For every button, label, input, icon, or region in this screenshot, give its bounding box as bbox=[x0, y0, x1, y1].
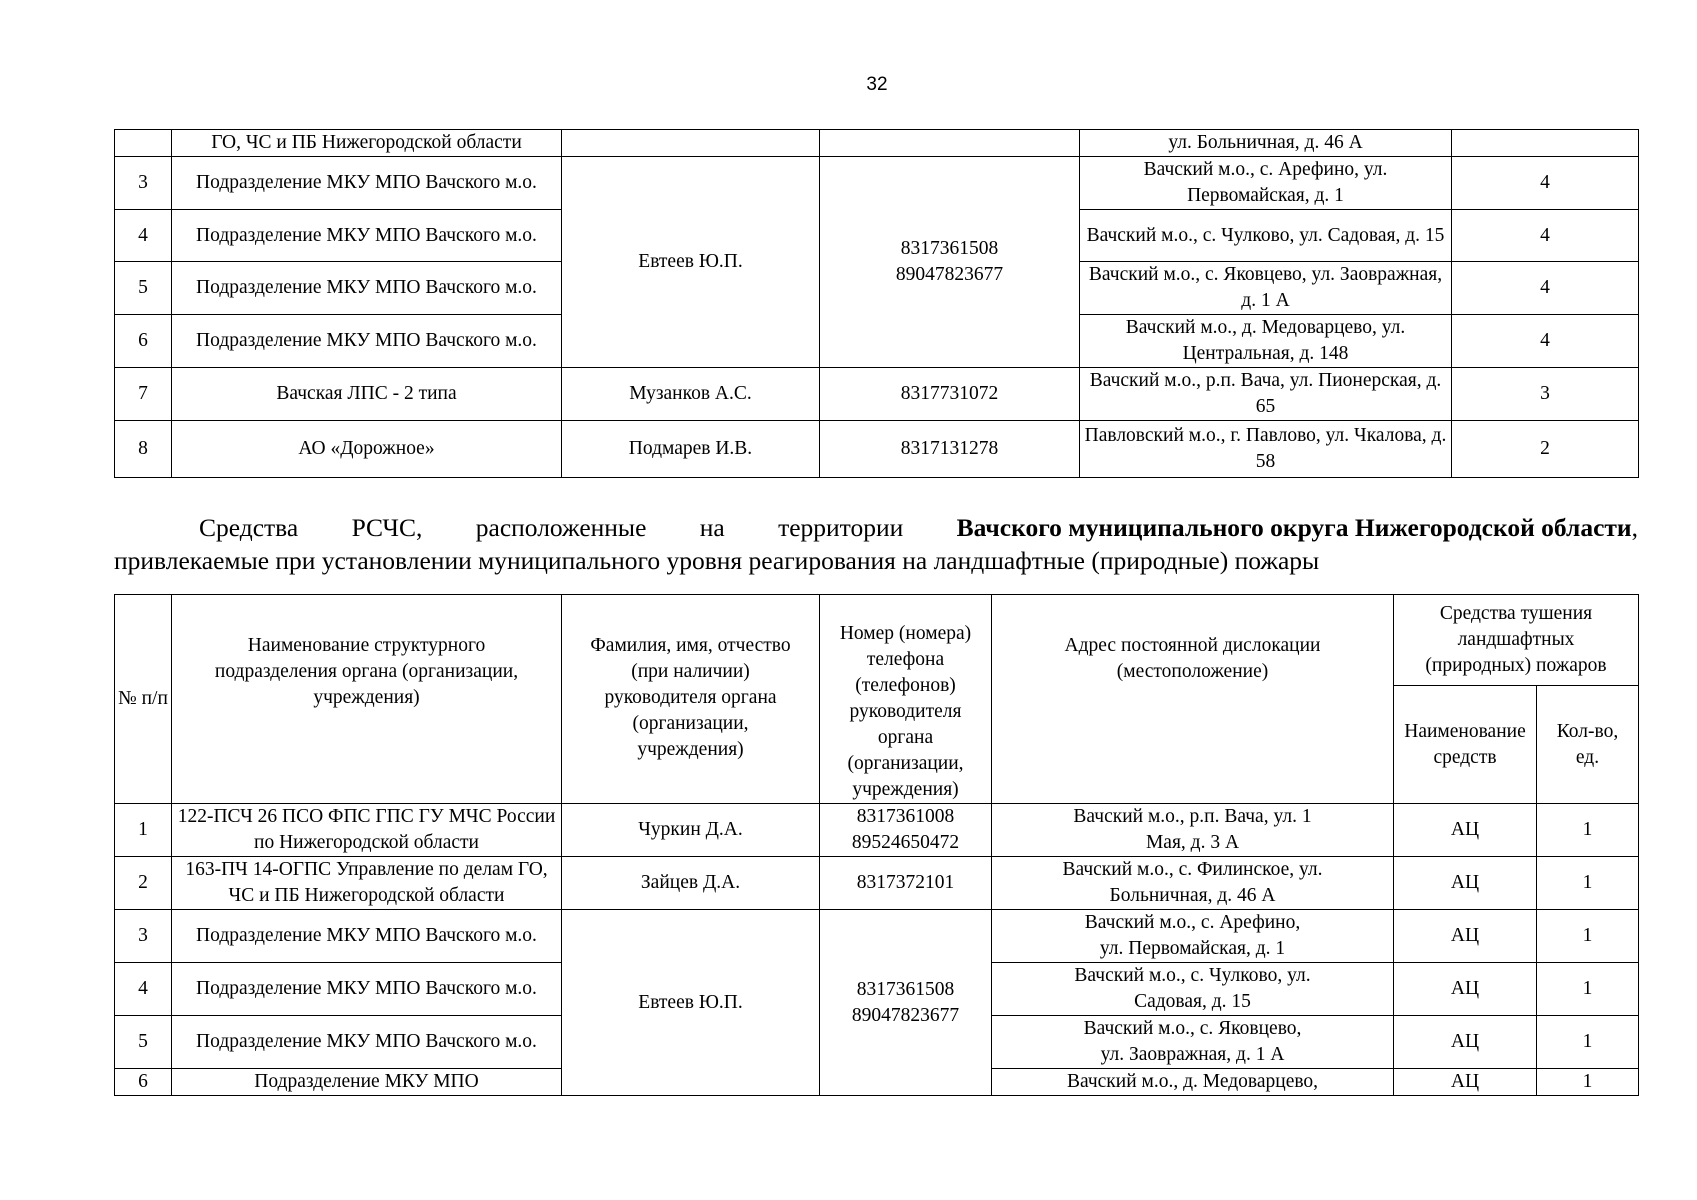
row-number: 3 bbox=[115, 157, 172, 210]
header-means-count: Кол-во, ед. bbox=[1537, 686, 1639, 804]
row-number: 4 bbox=[115, 963, 172, 1016]
heading-word: расположенные bbox=[475, 513, 647, 542]
unit-name: Подразделение МКУ МПО Вачского м.о. bbox=[172, 262, 562, 315]
phone: 8317361508 89047823677 bbox=[820, 157, 1080, 368]
unit-name: 122-ПСЧ 26 ПСО ФПС ГПС ГУ МЧС России по Нижегородской области bbox=[172, 804, 562, 857]
row-number: 8 bbox=[115, 421, 172, 478]
means-count: 1 bbox=[1537, 910, 1639, 963]
address: Вачский м.о., с. Яковцево, ул. Заовражная, д. 1 А bbox=[1080, 262, 1452, 315]
heading-word: РСЧС, bbox=[351, 513, 423, 542]
header-phone: Номер (номера) телефона (телефонов) руководителя органа (организации, учреждения) bbox=[820, 595, 992, 804]
unit-name: Подразделение МКУ МПО Вачского м.о. bbox=[172, 210, 562, 262]
head-name bbox=[562, 130, 820, 157]
table-row bbox=[115, 368, 1639, 421]
continuation-table bbox=[114, 129, 1639, 478]
table-row bbox=[115, 857, 1639, 910]
means-count: 1 bbox=[1537, 804, 1639, 857]
unit-name: Подразделение МКУ МПО Вачского м.о. bbox=[172, 315, 562, 368]
phone: 8317131278 bbox=[820, 421, 1080, 478]
address: Вачский м.о., д. Медоварцево, bbox=[992, 1069, 1394, 1096]
row-number: 6 bbox=[115, 1069, 172, 1096]
count: 3 bbox=[1452, 368, 1639, 421]
heading-word: на bbox=[699, 513, 725, 542]
section-heading bbox=[114, 511, 1638, 577]
row-number: 2 bbox=[115, 857, 172, 910]
phone: 8317731072 bbox=[820, 368, 1080, 421]
header-means: Средства тушения ландшафтных (природных) пожаров bbox=[1394, 595, 1639, 686]
means-count: 1 bbox=[1537, 857, 1639, 910]
row-number: 7 bbox=[115, 368, 172, 421]
address: Вачский м.о., р.п. Вача, ул. Пионерская, д. 65 bbox=[1080, 368, 1452, 421]
heading-bold-wrap bbox=[957, 511, 1638, 544]
row-number: 5 bbox=[115, 262, 172, 315]
means-count: 1 bbox=[1537, 1069, 1639, 1096]
heading-word: территории bbox=[778, 513, 904, 542]
means-name: АЦ bbox=[1394, 857, 1537, 910]
address: Вачский м.о., р.п. Вача, ул. 1 Мая, д. 3 А bbox=[992, 804, 1394, 857]
unit-name: ГО, ЧС и ПБ Нижегородской области bbox=[172, 130, 562, 157]
heading-bold-text: Вачского муниципального округа Нижегородской области bbox=[956, 513, 1632, 542]
means-count: 1 bbox=[1537, 1016, 1639, 1069]
header-row bbox=[115, 595, 1639, 686]
resources-table bbox=[114, 594, 1639, 1096]
phone: 8317372101 bbox=[820, 857, 992, 910]
row-number: 6 bbox=[115, 315, 172, 368]
count: 4 bbox=[1452, 210, 1639, 262]
count: 4 bbox=[1452, 262, 1639, 315]
table-row bbox=[115, 157, 1639, 210]
address: ул. Больничная, д. 46 А bbox=[1080, 130, 1452, 157]
header-name: Наименование структурного подразделения органа (организации, учреждения) bbox=[172, 595, 562, 804]
row-number: 4 bbox=[115, 210, 172, 262]
row-number: 5 bbox=[115, 1016, 172, 1069]
head-name: Евтеев Ю.П. bbox=[562, 910, 820, 1096]
address: Вачский м.о., с. Яковцево, ул. Заовражная, д. 1 А bbox=[992, 1016, 1394, 1069]
means-name: АЦ bbox=[1394, 1016, 1537, 1069]
head-name: Зайцев Д.А. bbox=[562, 857, 820, 910]
row-number bbox=[115, 130, 172, 157]
address: Вачский м.о., д. Медоварцево, ул. Центральная, д. 148 bbox=[1080, 315, 1452, 368]
head-name: Евтеев Ю.П. bbox=[562, 157, 820, 368]
head-name: Чуркин Д.А. bbox=[562, 804, 820, 857]
unit-name: АО «Дорожное» bbox=[172, 421, 562, 478]
head-name: Музанков А.С. bbox=[562, 368, 820, 421]
table-row bbox=[115, 910, 1639, 963]
unit-name: Подразделение МКУ МПО Вачского м.о. bbox=[172, 1016, 562, 1069]
means-name: АЦ bbox=[1394, 963, 1537, 1016]
unit-name: Подразделение МКУ МПО Вачского м.о. bbox=[172, 157, 562, 210]
means-name: АЦ bbox=[1394, 804, 1537, 857]
address: Павловский м.о., г. Павлово, ул. Чкалова, д. 58 bbox=[1080, 421, 1452, 478]
heading-word: Средства bbox=[199, 513, 299, 542]
table-row bbox=[115, 804, 1639, 857]
row-number: 3 bbox=[115, 910, 172, 963]
header-num: № п/п bbox=[115, 595, 172, 804]
unit-name: 163-ПЧ 14-ОГПС Управление по делам ГО, ЧС и ПБ Нижегородской области bbox=[172, 857, 562, 910]
table-row bbox=[115, 421, 1639, 478]
heading-comma: , bbox=[1631, 513, 1638, 542]
address: Вачский м.о., с. Филинское, ул. Больничная, д. 46 А bbox=[992, 857, 1394, 910]
unit-name: Вачская ЛПС - 2 типа bbox=[172, 368, 562, 421]
means-count: 1 bbox=[1537, 963, 1639, 1016]
address: Вачский м.о., с. Чулково, ул. Садовая, д. 15 bbox=[1080, 210, 1452, 262]
count bbox=[1452, 130, 1639, 157]
count: 2 bbox=[1452, 421, 1639, 478]
phone: 8317361508 89047823677 bbox=[820, 910, 992, 1096]
means-name: АЦ bbox=[1394, 910, 1537, 963]
head-name: Подмарев И.В. bbox=[562, 421, 820, 478]
header-head: Фамилия, имя, отчество (при наличии) руководителя органа (организации, учреждения) bbox=[562, 595, 820, 804]
phone: 8317361008 89524650472 bbox=[820, 804, 992, 857]
means-name: АЦ bbox=[1394, 1069, 1537, 1096]
heading-line-2: привлекаемые при установлении муниципального уровня реагирования на ландшафтные (природные) пожары bbox=[114, 546, 1320, 575]
header-address: Адрес постоянной дислокации (местоположение) bbox=[992, 595, 1394, 804]
heading-line-1 bbox=[114, 511, 1638, 544]
count: 4 bbox=[1452, 315, 1639, 368]
header-means-name: Наименование средств bbox=[1394, 686, 1537, 804]
unit-name: Подразделение МКУ МПО Вачского м.о. bbox=[172, 910, 562, 963]
count: 4 bbox=[1452, 157, 1639, 210]
unit-name: Подразделение МКУ МПО bbox=[172, 1069, 562, 1096]
table-row bbox=[115, 130, 1639, 157]
unit-name: Подразделение МКУ МПО Вачского м.о. bbox=[172, 963, 562, 1016]
address: Вачский м.о., с. Арефино, ул. Первомайская, д. 1 bbox=[1080, 157, 1452, 210]
address: Вачский м.о., с. Арефино, ул. Первомайская, д. 1 bbox=[992, 910, 1394, 963]
page-number: 32 bbox=[866, 74, 888, 95]
row-number: 1 bbox=[115, 804, 172, 857]
phone bbox=[820, 130, 1080, 157]
address: Вачский м.о., с. Чулково, ул. Садовая, д. 15 bbox=[992, 963, 1394, 1016]
